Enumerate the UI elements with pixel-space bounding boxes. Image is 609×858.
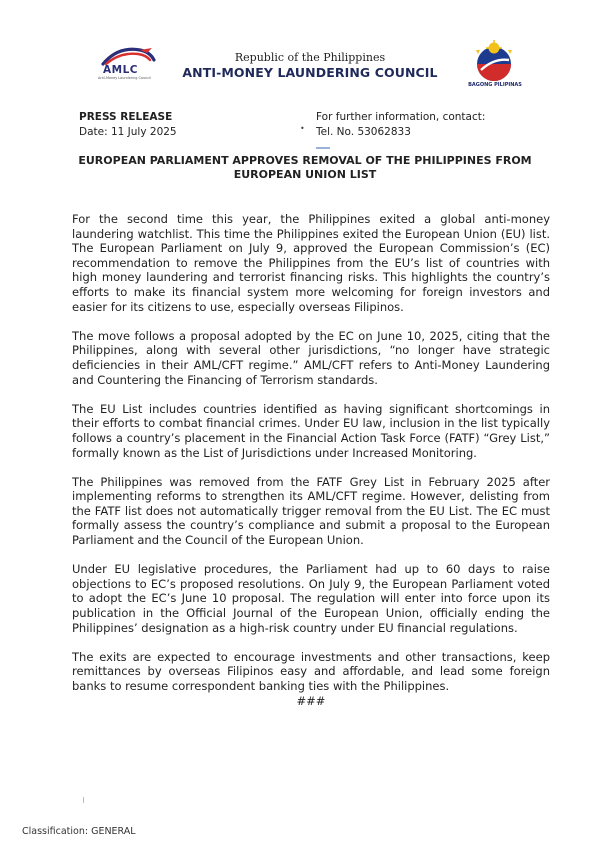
scan-artifact: [316, 147, 330, 149]
contact-meta: [316, 110, 485, 140]
amlc-logo-text: AMLC: [103, 64, 138, 76]
contact-label: For further information, contact:: [316, 111, 486, 123]
bagong-pilipinas-emblem-icon: [467, 40, 521, 84]
body-paragraph-2: The move follows a proposal adopted by the EC on June 10, 2025, citing that the Philippines, along with several other jurisdictions, “no longer have strategic deficiencies in their AML/CFT regime.” AML/CFT refers to Anti-Money Laundering and Countering the Financing of Terrorism standards.: [72, 328, 550, 387]
release-date: Date: 11 July 2025: [79, 126, 177, 138]
amlc-logo-subtitle: Anti-Money Laundering Council: [98, 76, 151, 80]
scan-dot: •: [300, 124, 305, 133]
body-paragraph-5: Under EU legislative procedures, the Parliament had up to 60 days to raise objections to EC’s proposed resolutions. On July 9, the European Parliament voted to adopt the EC’s June 10 proposal. The regulation will enter into force upon its publication in the Official Journal of the European Union, officially ending the Philippines’ designation as a high-risk country under EU financial regulations.: [72, 562, 550, 635]
release-meta: [79, 110, 177, 140]
body-paragraph-3: The EU List includes countries identified as having significant shortcomings in their efforts to combat financial crimes. Under EU law, inclusion in the list typically follows a country’s placement in the Financial Action Task Force (FATF) “Grey List,” formally known as the List of Jurisdictions under Increased Monitoring.: [72, 401, 550, 460]
press-release-title: EUROPEAN PARLIAMENT APPROVES REMOVAL OF THE PHILIPPINES FROM EUROPEAN UNION LIST: [78, 154, 532, 181]
council-name: ANTI-MONEY LAUNDERING COUNCIL: [182, 65, 438, 80]
republic-line: Republic of the Philippines: [234, 51, 386, 64]
classification-label: Classification: GENERAL: [22, 826, 136, 837]
body-paragraph-1: For the second time this year, the Philippines exited a global anti-money laundering watchlist. This time the Philippines exited the European Union (EU) list. The European Parliament on July 9, approved the European Commission’s (EC) recommendation to remove the Philippines from the EU’s list of countries with high money laundering and terrorist financing risks. This highlights the country’s efforts to make its financial system more welcoming for foreign investors and easier for its citizens to use, especially overseas Filipinos.: [72, 212, 550, 314]
end-mark: ###: [296, 693, 326, 708]
bagong-pilipinas-logo: [467, 40, 521, 88]
letterhead-header: [160, 51, 460, 80]
contact-telephone: Tel. No. 53062833: [316, 126, 411, 138]
body-paragraph-4: The Philippines was removed from the FATF Grey List in February 2025 after implementing reforms to strengthen its AML/CFT regime. However, delisting from the FATF list does not automatically trigger removal from the EU List. The EC must formally assess the country’s compliance and submit a proposal to the European Parliament and the Council of the European Union.: [72, 474, 550, 548]
press-release-body: [72, 212, 550, 708]
scan-tick-artifact: [83, 797, 84, 803]
bagong-pilipinas-text: BAGONG PILIPINAS: [468, 82, 522, 88]
body-paragraph-6: The exits are expected to encourage investments and other transactions, keep remittances by overseas Filipinos easy and affordable, and lead some foreign banks to resume correspondent banking ties with the Philippines.: [72, 649, 550, 693]
press-release-label: PRESS RELEASE: [79, 111, 173, 123]
